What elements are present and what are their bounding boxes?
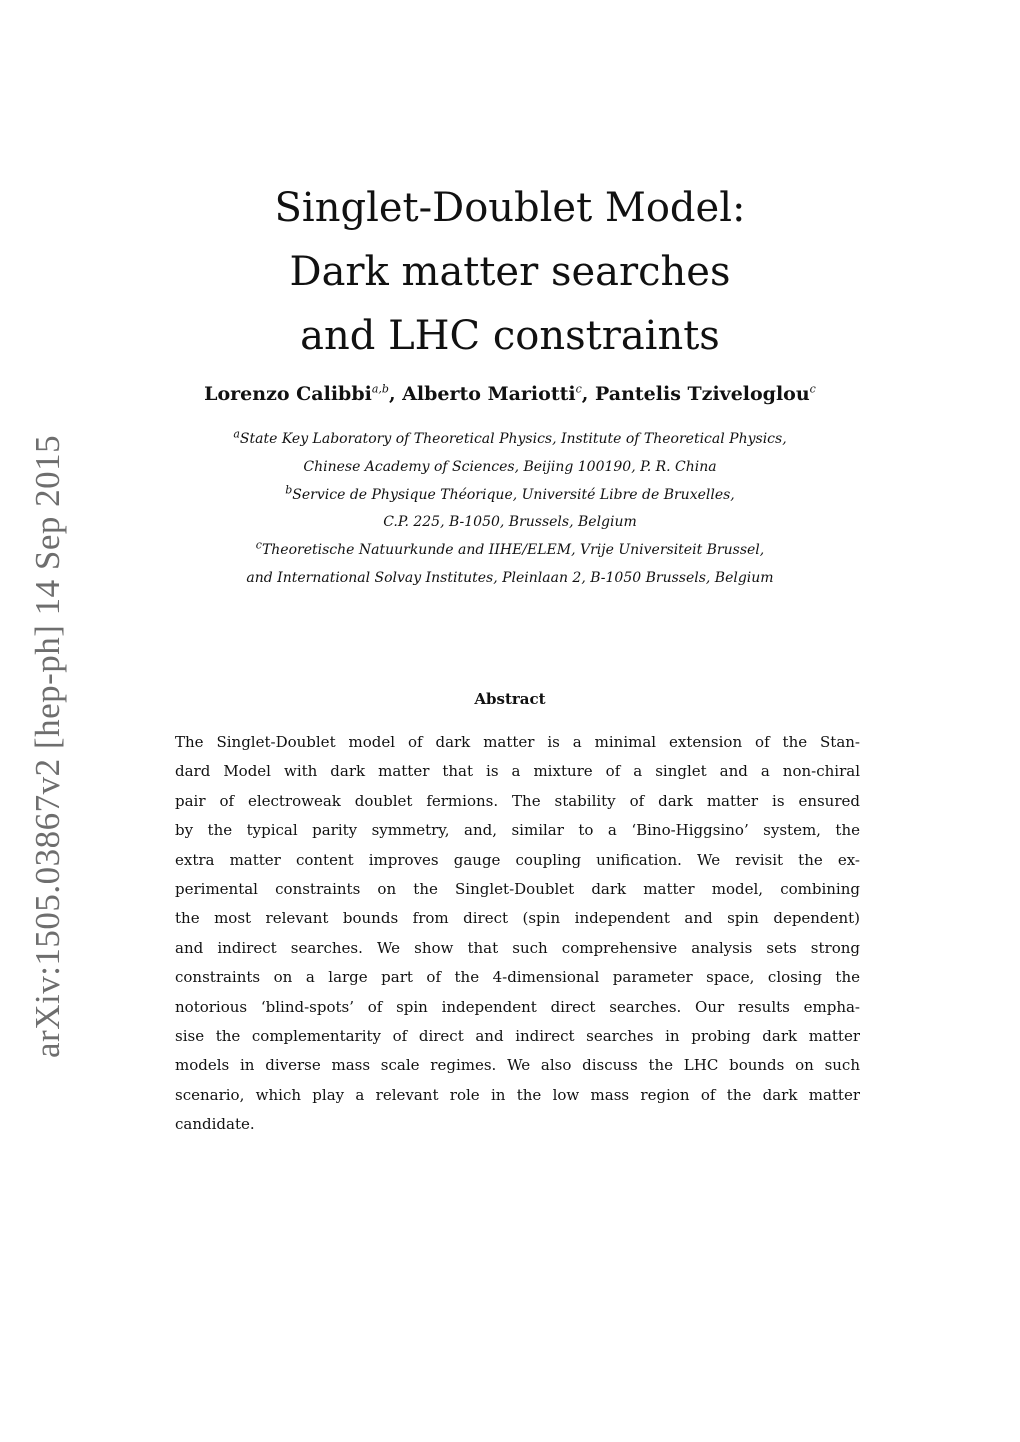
affiliation-line — [120, 509, 900, 537]
abstract-line: and indirect searches. We show that such comprehensive analysis sets strong — [175, 938, 860, 957]
abstract-line: by the typical parity symmetry, and, similar to a ‘Bino-Higgsino’ system, the — [175, 821, 860, 840]
title-line-1: Singlet-Doublet Model: — [274, 185, 746, 231]
affiliation-line — [120, 454, 900, 482]
abstract-line: pair of electroweak doublet fermions. The stability of dark matter is ensured — [175, 791, 860, 810]
affiliation-line — [120, 482, 900, 510]
author-affiliation-mark: c — [575, 382, 582, 396]
affiliation-text: State Key Laboratory of Theoretical Physics, Institute of Theoretical Physics, — [239, 431, 787, 447]
affiliation-text: C.P. 225, B-1050, Brussels, Belgium — [383, 514, 637, 531]
title-line-2: Dark matter searches — [289, 249, 731, 295]
affiliation-list — [120, 426, 900, 593]
abstract-body — [175, 728, 860, 1140]
affiliation-line — [120, 565, 900, 593]
author-affiliation-mark: c — [809, 382, 816, 396]
author-separator: , — [581, 383, 595, 405]
affiliation-mark: b — [285, 482, 293, 496]
affiliation-line — [120, 426, 900, 454]
abstract-line: perimental constraints on the Singlet-Doublet dark matter model, combining — [175, 880, 860, 899]
title-line-3: and LHC constraints — [300, 313, 720, 359]
affiliation-mark: a — [233, 427, 240, 441]
paper-title — [140, 176, 880, 368]
arxiv-identifier: arXiv:1505.03867v2 [hep-ph] 14 Sep 2015 — [28, 434, 67, 1058]
abstract-line: notorious ‘blind-spots’ of spin independent direct searches. Our results empha- — [175, 997, 860, 1016]
author-separator: , — [388, 383, 403, 405]
abstract-line: constraints on a large part of the 4-dimensional parameter space, closing the — [175, 968, 860, 987]
affiliation-text: Theoretische Natuurkunde and IIHE/ELEM, Vrije Universiteit Brussel, — [261, 542, 765, 559]
abstract-heading: Abstract — [474, 690, 546, 708]
author-name: Alberto Mariotti — [402, 383, 576, 405]
abstract-line: The Singlet-Doublet model of dark matter is a minimal extension of the Stan- — [175, 733, 860, 751]
abstract-line: models in diverse mass scale regimes. We also discuss the LHC bounds on such — [175, 1056, 860, 1075]
affiliation-mark: c — [255, 538, 262, 552]
abstract-line: scenario, which play a relevant role in the low mass region of the dark matter — [175, 1085, 860, 1104]
abstract-line: extra matter content improves gauge coupling unification. We revisit the ex- — [175, 850, 860, 869]
affiliation-text: and International Solvay Institutes, Pleinlaan 2, B-1050 Brussels, Belgium — [246, 569, 774, 586]
author-name: Pantelis Tziveloglou — [595, 383, 810, 405]
affiliation-text: Service de Physique Théorique, Université Libre de Bruxelles, — [292, 486, 735, 503]
author-affiliation-mark: a,b — [371, 382, 389, 396]
abstract-line: dard Model with dark matter that is a mixture of a singlet and a non-chiral — [175, 762, 860, 781]
author-list — [80, 380, 940, 408]
affiliation-text: Chinese Academy of Sciences, Beijing 100190, P. R. China — [303, 458, 717, 475]
abstract-line: candidate. — [175, 1115, 255, 1134]
abstract-line: sise the complementarity of direct and indirect searches in probing dark matter — [175, 1027, 860, 1046]
abstract-line: the most relevant bounds from direct (spin independent and spin dependent) — [175, 909, 860, 928]
author-name: Lorenzo Calibbi — [204, 383, 372, 405]
affiliation-line — [120, 537, 900, 565]
